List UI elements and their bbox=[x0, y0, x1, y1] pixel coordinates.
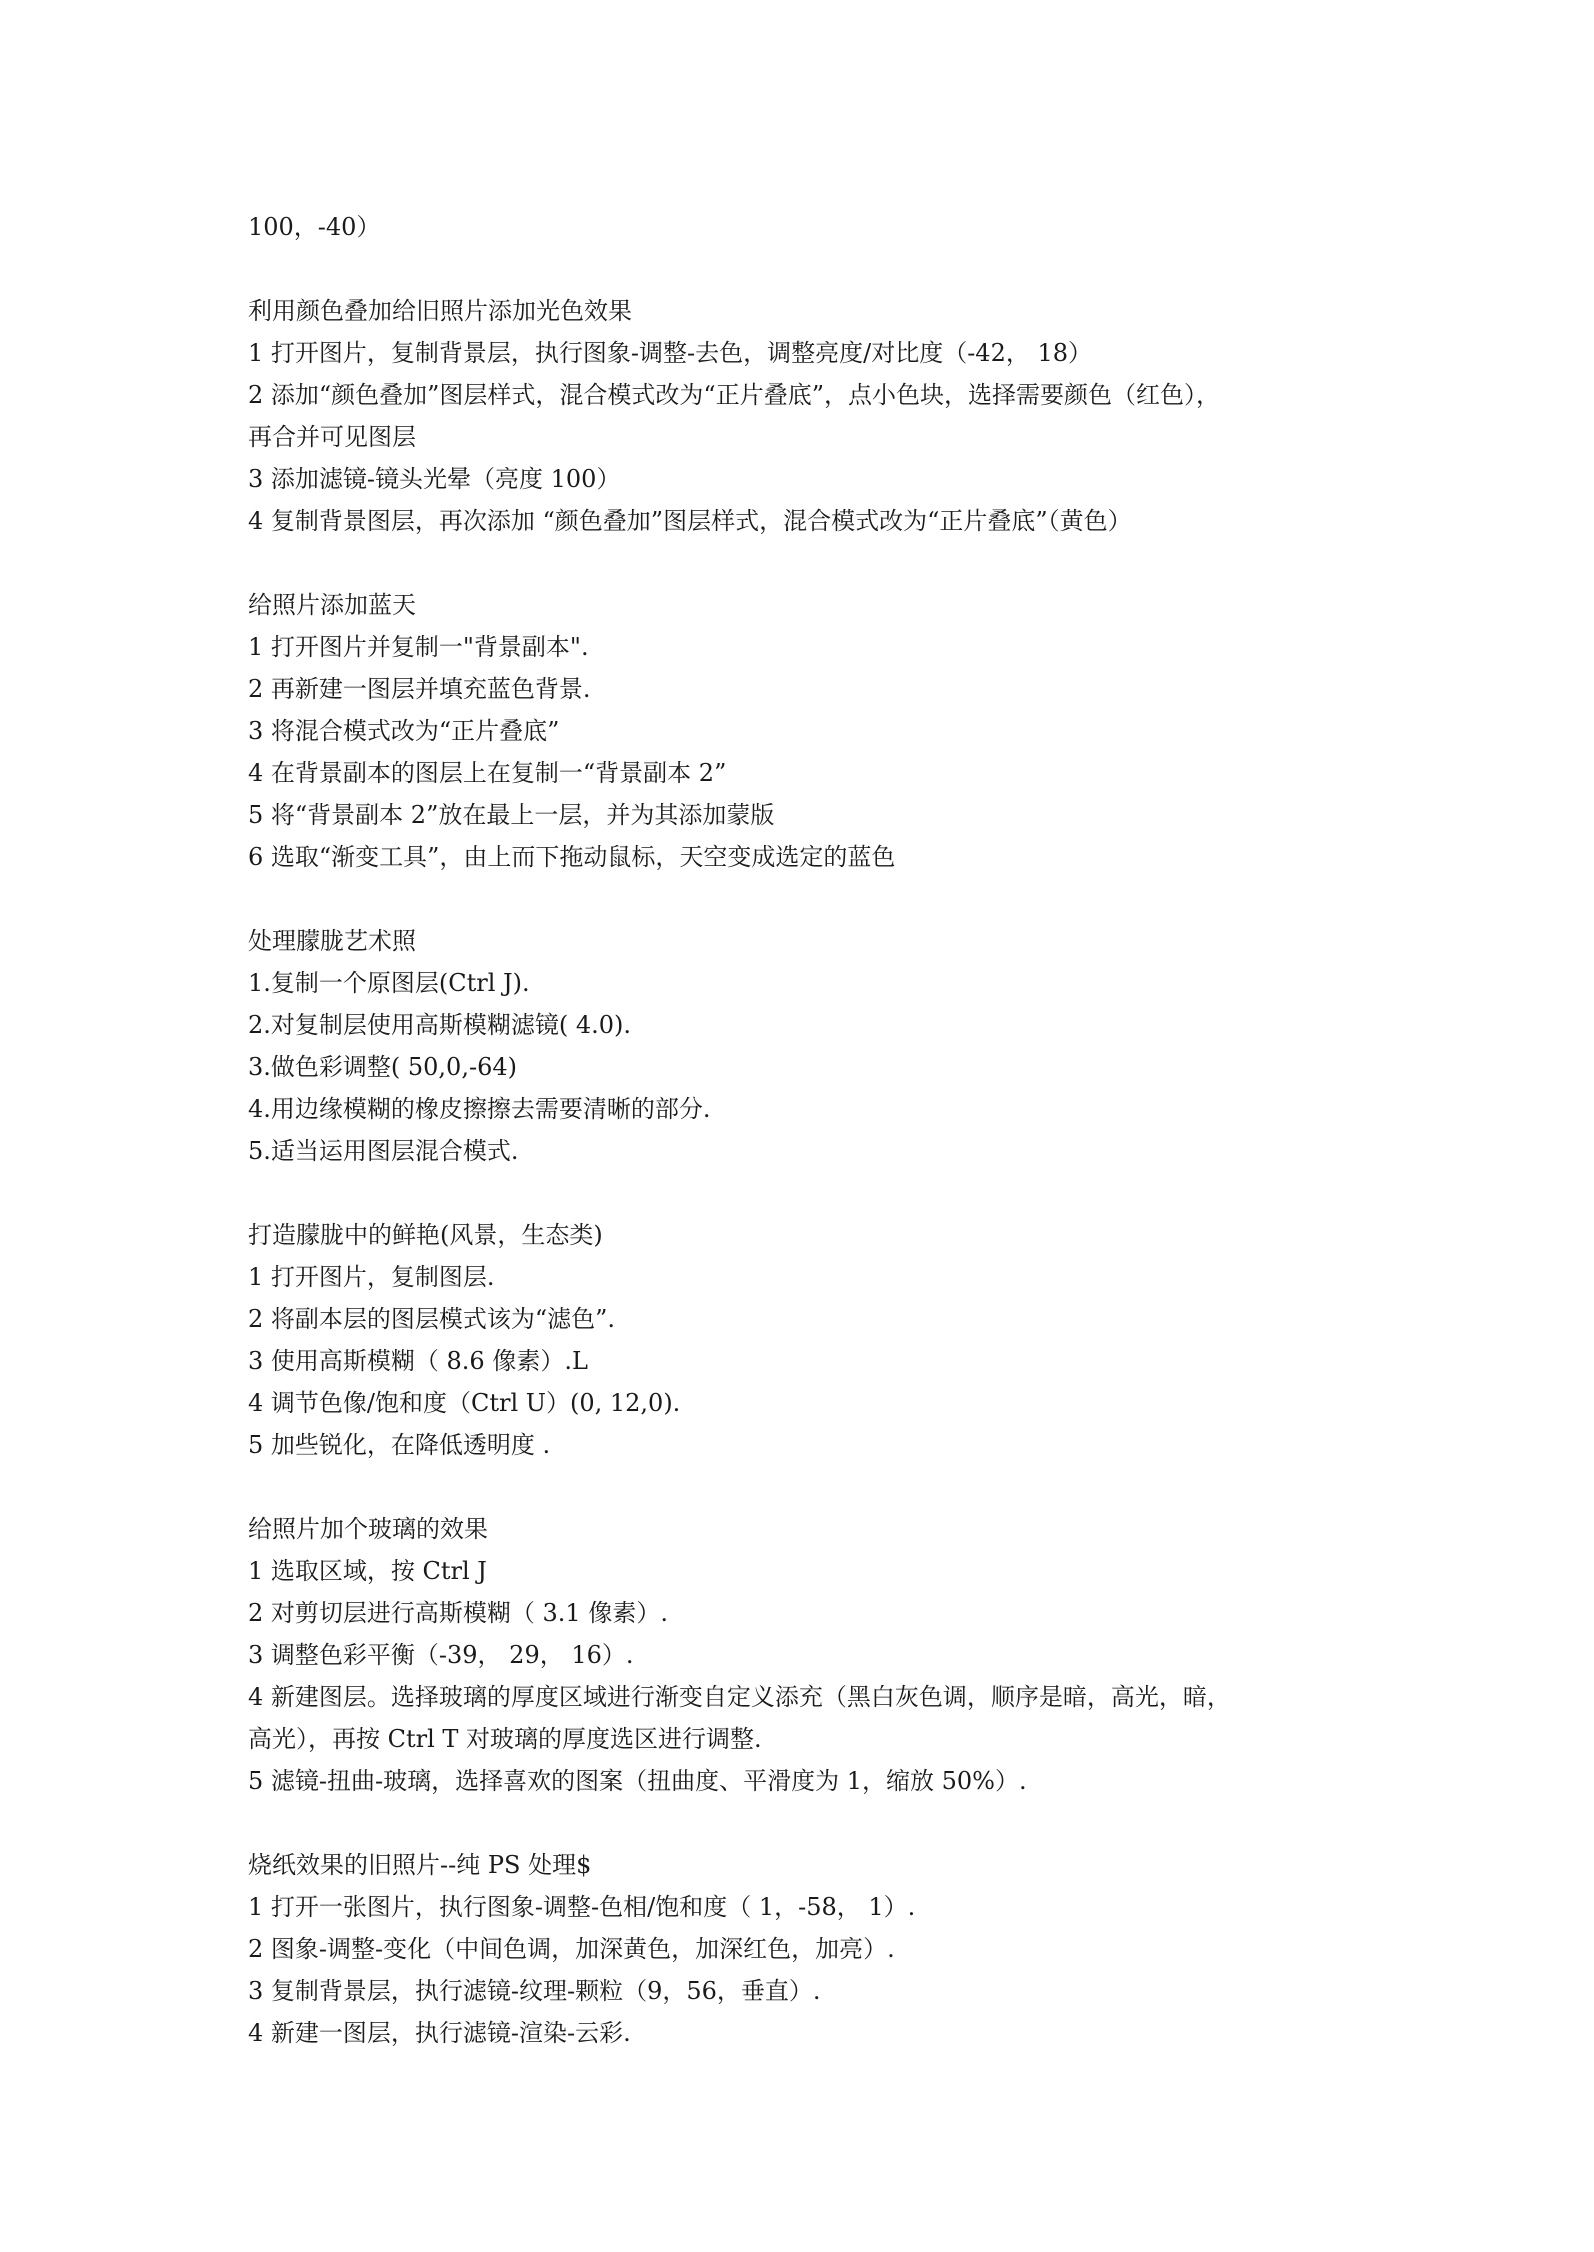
step-line: 1 打开图片并复制一"背景副本". bbox=[248, 633, 589, 661]
continuation-line: 100，-40） bbox=[248, 213, 381, 241]
step-line: 3 复制背景层，执行滤镜-纹理-颗粒（9，56，垂直）. bbox=[248, 1977, 821, 2005]
step-line: 5.适当运用图层混合模式. bbox=[248, 1137, 519, 1165]
step-line: 高光），再按 Ctrl T 对玻璃的厚度选区进行调整. bbox=[248, 1725, 762, 1753]
step-line: 2 再新建一图层并填充蓝色背景. bbox=[248, 675, 591, 703]
step-line: 3 添加滤镜-镜头光晕（亮度 100） bbox=[248, 465, 621, 493]
step-line: 6 选取“渐变工具”，由上而下拖动鼠标，天空变成选定的蓝色 bbox=[248, 843, 896, 871]
step-line: 1 选取区域，按 Ctrl J bbox=[248, 1557, 487, 1585]
step-line: 4 在背景副本的图层上在复制一“背景副本 2” bbox=[248, 759, 727, 787]
step-line: 4 新建图层。选择玻璃的厚度区域进行渐变自定义添充（黑白灰色调，顺序是暗，高光，暗， bbox=[248, 1683, 1231, 1711]
step-line: 2 添加“颜色叠加”图层样式，混合模式改为“正片叠底”，点小色块，选择需要颜色（红色）， bbox=[248, 381, 1220, 409]
step-line: 2 图象-调整-变化（中间色调，加深黄色，加深红色，加亮）. bbox=[248, 1935, 895, 1963]
section-title: 给照片添加蓝天 bbox=[248, 591, 416, 619]
section-title: 烧纸效果的旧照片--纯 PS 处理$ bbox=[248, 1851, 592, 1879]
step-line: 1.复制一个原图层(Ctrl J). bbox=[248, 969, 530, 997]
step-line: 再合并可见图层 bbox=[248, 423, 416, 451]
step-line: 2.对复制层使用高斯模糊滤镜( 4.0). bbox=[248, 1011, 632, 1039]
step-line: 2 对剪切层进行高斯模糊（ 3.1 像素）. bbox=[248, 1599, 668, 1627]
section-blue-sky bbox=[248, 584, 1378, 878]
step-line: 1 打开图片，复制背景层，执行图象-调整-去色，调整亮度/对比度（-42， 18） bbox=[248, 339, 1093, 367]
step-line: 1 打开一张图片，执行图象-调整-色相/饱和度（ 1，-58， 1）. bbox=[248, 1893, 916, 1921]
step-line: 4 调节色像/饱和度（Ctrl U）(0, 12,0). bbox=[248, 1389, 681, 1417]
section-color-overlay bbox=[248, 290, 1378, 542]
step-line: 3 将混合模式改为“正片叠底” bbox=[248, 717, 560, 745]
section-hazy-art bbox=[248, 920, 1378, 1172]
section-title: 给照片加个玻璃的效果 bbox=[248, 1515, 488, 1543]
step-line: 5 将“背景副本 2”放在最上一层，并为其添加蒙版 bbox=[248, 801, 775, 829]
section-hazy-vivid bbox=[248, 1214, 1378, 1466]
section-title: 利用颜色叠加给旧照片添加光色效果 bbox=[248, 297, 632, 325]
step-line: 3.做色彩调整( 50,0,-64) bbox=[248, 1053, 517, 1081]
section-burnt-paper bbox=[248, 1844, 1378, 2054]
step-line: 4 新建一图层，执行滤镜-渲染-云彩. bbox=[248, 2019, 631, 2047]
section-glass-effect bbox=[248, 1508, 1378, 1802]
step-line: 2 将副本层的图层模式该为“滤色”. bbox=[248, 1305, 616, 1333]
section-title: 处理朦胧艺术照 bbox=[248, 927, 416, 955]
step-line: 3 使用高斯模糊（ 8.6 像素）.L bbox=[248, 1347, 588, 1375]
step-line: 4.用边缘模糊的橡皮擦擦去需要清晰的部分. bbox=[248, 1095, 711, 1123]
document-page bbox=[248, 206, 1378, 2054]
section-title: 打造朦胧中的鲜艳(风景，生态类) bbox=[248, 1221, 603, 1249]
step-line: 4 复制背景图层，再次添加 “颜色叠加”图层样式，混合模式改为“正片叠底”（黄色） bbox=[248, 507, 1132, 535]
step-line: 1 打开图片，复制图层. bbox=[248, 1263, 495, 1291]
step-line: 5 滤镜-扭曲-玻璃，选择喜欢的图案（扭曲度、平滑度为 1，缩放 50%）. bbox=[248, 1767, 1027, 1795]
step-line: 5 加些锐化，在降低透明度 . bbox=[248, 1431, 551, 1459]
step-line: 3 调整色彩平衡（-39， 29， 16）. bbox=[248, 1641, 634, 1669]
